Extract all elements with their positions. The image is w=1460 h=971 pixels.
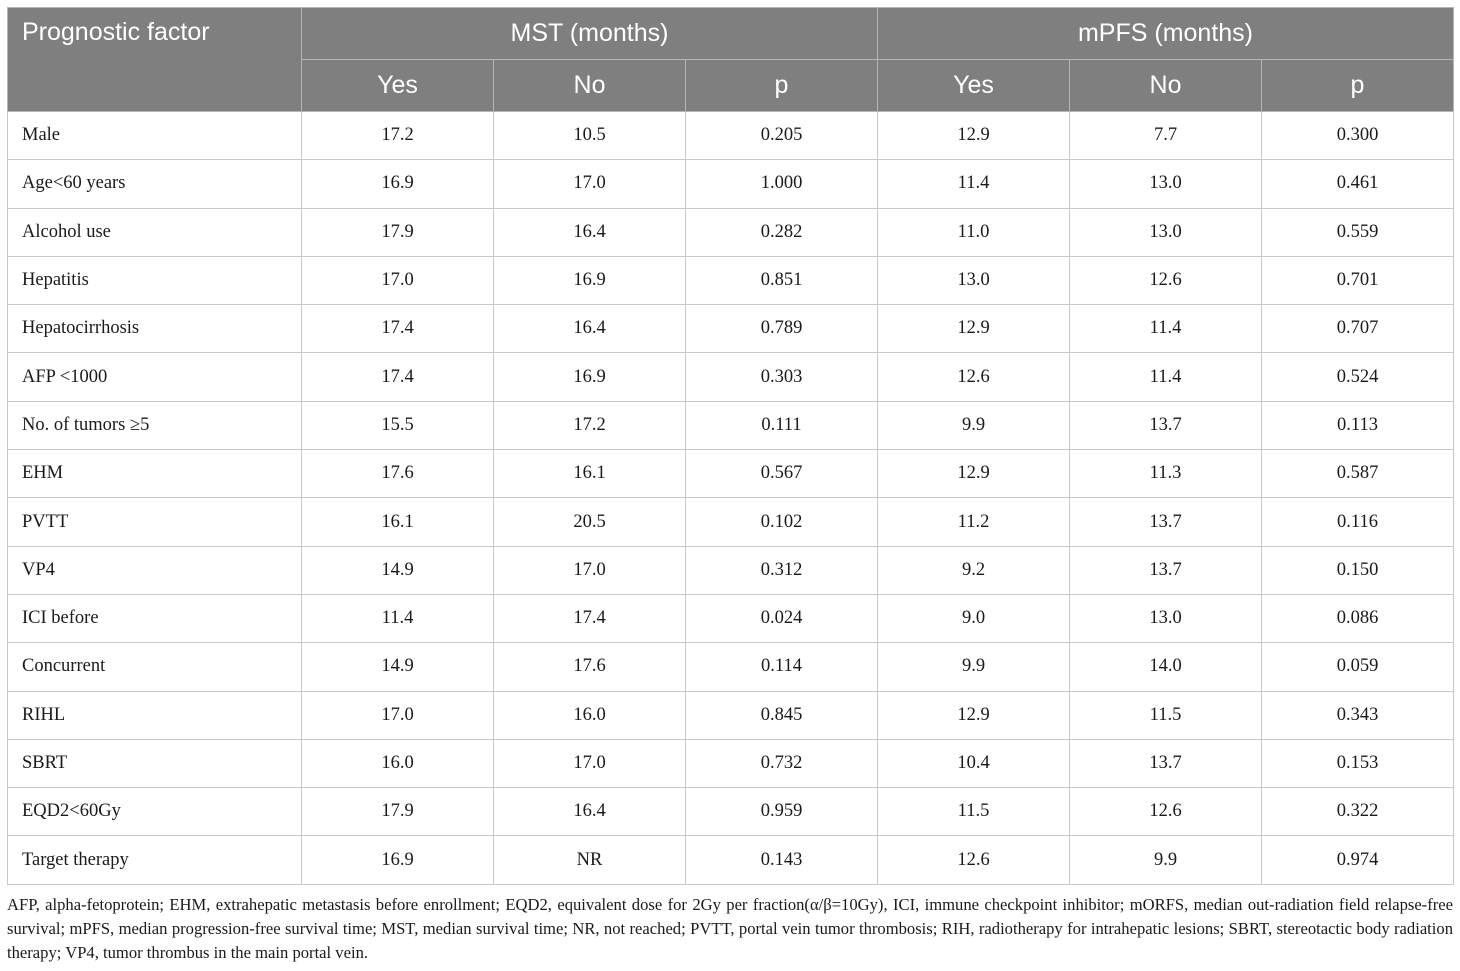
- cell-mst-p: 0.303: [686, 353, 878, 401]
- prognostic-factors-table-container: [7, 7, 1453, 885]
- cell-mpfs-p: 0.300: [1262, 112, 1454, 160]
- cell-mpfs-yes: 9.9: [878, 643, 1070, 691]
- cell-mst-no: 16.4: [494, 788, 686, 836]
- row-factor-label: RIHL: [8, 691, 302, 739]
- cell-mst-p: 0.143: [686, 836, 878, 884]
- cell-mpfs-no: 7.7: [1070, 112, 1262, 160]
- row-factor-label: Age<60 years: [8, 160, 302, 208]
- cell-mst-no: 17.0: [494, 546, 686, 594]
- header-mst-p: p: [686, 60, 878, 112]
- row-factor-label: Concurrent: [8, 643, 302, 691]
- cell-mst-yes: 17.9: [302, 208, 494, 256]
- cell-mst-no: 20.5: [494, 498, 686, 546]
- table-row: [8, 450, 1454, 498]
- cell-mpfs-p: 0.113: [1262, 401, 1454, 449]
- cell-mpfs-yes: 10.4: [878, 739, 1070, 787]
- row-factor-label: EQD2<60Gy: [8, 788, 302, 836]
- table-row: [8, 305, 1454, 353]
- cell-mst-p: 0.732: [686, 739, 878, 787]
- cell-mst-yes: 17.0: [302, 691, 494, 739]
- cell-mpfs-no: 9.9: [1070, 836, 1262, 884]
- table-row: [8, 498, 1454, 546]
- cell-mpfs-yes: 11.5: [878, 788, 1070, 836]
- cell-mpfs-yes: 9.9: [878, 401, 1070, 449]
- cell-mpfs-no: 11.3: [1070, 450, 1262, 498]
- row-factor-label: PVTT: [8, 498, 302, 546]
- cell-mst-p: 0.111: [686, 401, 878, 449]
- cell-mst-yes: 16.9: [302, 160, 494, 208]
- cell-mpfs-no: 11.5: [1070, 691, 1262, 739]
- cell-mst-no: 16.9: [494, 256, 686, 304]
- cell-mpfs-no: 13.0: [1070, 594, 1262, 642]
- cell-mst-yes: 17.4: [302, 305, 494, 353]
- cell-mpfs-no: 13.7: [1070, 546, 1262, 594]
- table-row: [8, 208, 1454, 256]
- row-factor-label: ICI before: [8, 594, 302, 642]
- cell-mst-no: 10.5: [494, 112, 686, 160]
- cell-mst-yes: 17.2: [302, 112, 494, 160]
- cell-mst-yes: 17.6: [302, 450, 494, 498]
- cell-mst-no: 16.1: [494, 450, 686, 498]
- row-factor-label: EHM: [8, 450, 302, 498]
- cell-mst-yes: 16.9: [302, 836, 494, 884]
- cell-mst-no: 17.0: [494, 739, 686, 787]
- cell-mpfs-yes: 11.2: [878, 498, 1070, 546]
- cell-mst-p: 0.789: [686, 305, 878, 353]
- table-row: [8, 401, 1454, 449]
- table-header: [8, 8, 1454, 112]
- row-factor-label: AFP <1000: [8, 353, 302, 401]
- cell-mst-p: 1.000: [686, 160, 878, 208]
- cell-mst-p: 0.114: [686, 643, 878, 691]
- cell-mpfs-no: 11.4: [1070, 305, 1262, 353]
- cell-mst-no: 16.9: [494, 353, 686, 401]
- cell-mpfs-yes: 12.6: [878, 836, 1070, 884]
- cell-mpfs-no: 14.0: [1070, 643, 1262, 691]
- cell-mpfs-yes: 9.2: [878, 546, 1070, 594]
- table-row: [8, 112, 1454, 160]
- cell-mst-yes: 15.5: [302, 401, 494, 449]
- table-row: [8, 691, 1454, 739]
- row-factor-label: Hepatitis: [8, 256, 302, 304]
- cell-mst-no: 16.4: [494, 208, 686, 256]
- cell-mpfs-no: 12.6: [1070, 256, 1262, 304]
- cell-mpfs-yes: 12.9: [878, 691, 1070, 739]
- cell-mpfs-p: 0.116: [1262, 498, 1454, 546]
- cell-mst-no: 16.0: [494, 691, 686, 739]
- cell-mst-p: 0.959: [686, 788, 878, 836]
- cell-mst-yes: 17.0: [302, 256, 494, 304]
- cell-mpfs-no: 13.0: [1070, 160, 1262, 208]
- cell-mpfs-p: 0.150: [1262, 546, 1454, 594]
- table-row: [8, 739, 1454, 787]
- row-factor-label: Male: [8, 112, 302, 160]
- cell-mpfs-no: 13.0: [1070, 208, 1262, 256]
- row-factor-label: Alcohol use: [8, 208, 302, 256]
- table-footnote: AFP, alpha-fetoprotein; EHM, extrahepatic metastasis before enrollment; EQD2, equivalent dose for 2Gy per fraction(α/β=10Gy), ICI, immune checkpoint inhibitor; mORFS, median out-radiation field relapse-free survival; mPFS, median progression-free survival time; MST, median survival time; NR, not reached; PVTT, portal vein tumor thrombosis; RIH, radiotherapy for intrahepatic lesions; SBRT, stereotactic body radiation therapy; VP4, tumor thrombus in the main portal vein.: [7, 895, 1453, 962]
- cell-mpfs-no: 13.7: [1070, 498, 1262, 546]
- row-factor-label: Hepatocirrhosis: [8, 305, 302, 353]
- cell-mst-no: 17.4: [494, 594, 686, 642]
- cell-mst-p: 0.024: [686, 594, 878, 642]
- cell-mst-p: 0.567: [686, 450, 878, 498]
- cell-mpfs-p: 0.974: [1262, 836, 1454, 884]
- cell-mpfs-no: 11.4: [1070, 353, 1262, 401]
- cell-mpfs-no: 12.6: [1070, 788, 1262, 836]
- cell-mpfs-p: 0.587: [1262, 450, 1454, 498]
- header-mst-group: MST (months): [302, 8, 878, 60]
- cell-mpfs-yes: 13.0: [878, 256, 1070, 304]
- table-row: [8, 353, 1454, 401]
- prognostic-factors-table: [7, 7, 1454, 885]
- cell-mpfs-no: 13.7: [1070, 739, 1262, 787]
- cell-mst-p: 0.845: [686, 691, 878, 739]
- cell-mpfs-p: 0.153: [1262, 739, 1454, 787]
- table-row: [8, 160, 1454, 208]
- cell-mst-p: 0.282: [686, 208, 878, 256]
- cell-mst-yes: 17.9: [302, 788, 494, 836]
- cell-mpfs-p: 0.343: [1262, 691, 1454, 739]
- cell-mst-p: 0.851: [686, 256, 878, 304]
- cell-mst-yes: 17.4: [302, 353, 494, 401]
- header-mpfs-p: p: [1262, 60, 1454, 112]
- cell-mst-no: 16.4: [494, 305, 686, 353]
- cell-mpfs-p: 0.701: [1262, 256, 1454, 304]
- cell-mst-no: 17.6: [494, 643, 686, 691]
- table-row: [8, 256, 1454, 304]
- cell-mpfs-p: 0.059: [1262, 643, 1454, 691]
- header-prognostic-factor: Prognostic factor: [8, 8, 302, 112]
- cell-mpfs-p: 0.461: [1262, 160, 1454, 208]
- header-mpfs-yes: Yes: [878, 60, 1070, 112]
- cell-mpfs-yes: 12.9: [878, 450, 1070, 498]
- cell-mpfs-p: 0.707: [1262, 305, 1454, 353]
- header-mpfs-no: No: [1070, 60, 1262, 112]
- cell-mst-no: NR: [494, 836, 686, 884]
- cell-mst-no: 17.0: [494, 160, 686, 208]
- cell-mst-p: 0.102: [686, 498, 878, 546]
- cell-mpfs-p: 0.524: [1262, 353, 1454, 401]
- cell-mpfs-p: 0.086: [1262, 594, 1454, 642]
- header-mpfs-group: mPFS (months): [878, 8, 1454, 60]
- cell-mpfs-yes: 12.9: [878, 305, 1070, 353]
- row-factor-label: VP4: [8, 546, 302, 594]
- cell-mpfs-yes: 11.0: [878, 208, 1070, 256]
- row-factor-label: SBRT: [8, 739, 302, 787]
- cell-mpfs-no: 13.7: [1070, 401, 1262, 449]
- table-row: [8, 546, 1454, 594]
- cell-mst-yes: 14.9: [302, 643, 494, 691]
- header-mst-yes: Yes: [302, 60, 494, 112]
- header-mst-no: No: [494, 60, 686, 112]
- table-row: [8, 643, 1454, 691]
- cell-mst-yes: 11.4: [302, 594, 494, 642]
- cell-mst-yes: 14.9: [302, 546, 494, 594]
- row-factor-label: No. of tumors ≥5: [8, 401, 302, 449]
- cell-mpfs-p: 0.322: [1262, 788, 1454, 836]
- cell-mpfs-p: 0.559: [1262, 208, 1454, 256]
- cell-mst-no: 17.2: [494, 401, 686, 449]
- table-row: [8, 836, 1454, 884]
- table-row: [8, 594, 1454, 642]
- cell-mpfs-yes: 11.4: [878, 160, 1070, 208]
- cell-mst-yes: 16.0: [302, 739, 494, 787]
- cell-mst-yes: 16.1: [302, 498, 494, 546]
- cell-mpfs-yes: 9.0: [878, 594, 1070, 642]
- cell-mst-p: 0.312: [686, 546, 878, 594]
- row-factor-label: Target therapy: [8, 836, 302, 884]
- table-body: [8, 112, 1454, 885]
- table-row: [8, 788, 1454, 836]
- cell-mpfs-yes: 12.9: [878, 112, 1070, 160]
- cell-mst-p: 0.205: [686, 112, 878, 160]
- cell-mpfs-yes: 12.6: [878, 353, 1070, 401]
